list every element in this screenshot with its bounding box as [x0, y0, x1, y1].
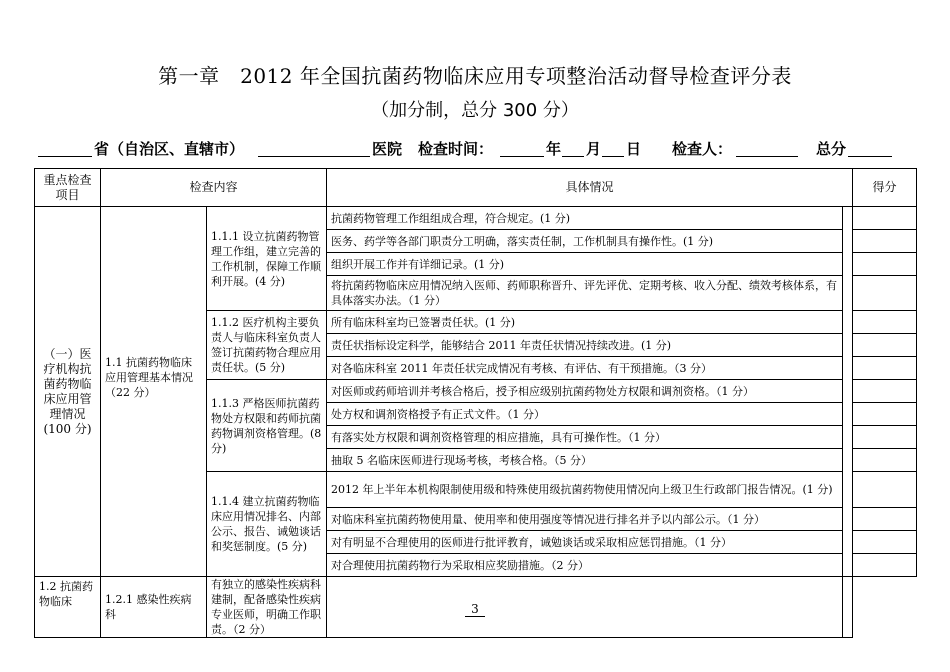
- detail-item: 对合理使用抗菌药物行为采取相应奖励措施。（2 分）: [327, 554, 843, 577]
- detail-item: 抽取 5 名临床医师进行现场考核，考核合格。（5 分）: [327, 449, 843, 472]
- detail-item: 责任状指标设定科学，能够结合 2011 年责任状情况持续改进。(1 分): [327, 334, 843, 357]
- province-blank[interactable]: [38, 156, 92, 157]
- score-cell[interactable]: [853, 508, 917, 531]
- score-cell[interactable]: [853, 449, 917, 472]
- score-cell[interactable]: [853, 207, 917, 230]
- day-blank[interactable]: [602, 156, 624, 157]
- header-score: 得分: [853, 169, 917, 207]
- month-label: 月: [586, 140, 602, 158]
- detail-item: 2012 年上半年本机构限制使用级和特殊使用级抗菌药物使用情况向上级卫生行政部门报告情况。(1 分): [327, 472, 843, 508]
- province-label: 省（自治区、直辖市）: [94, 140, 245, 158]
- total-label: 总分: [816, 140, 847, 158]
- detail-item: 有独立的感染性疾病科建制，配备感染性疾病专业医师，明确工作职责。（2 分）: [207, 577, 327, 638]
- check-time-label: 检查时间：: [418, 140, 494, 158]
- day-label: 日: [626, 140, 642, 158]
- detail-item: 所有临床科室均已签署责任状。(1 分): [327, 311, 843, 334]
- month-blank[interactable]: [562, 156, 584, 157]
- header-key-item: 重点检查项目: [35, 169, 101, 207]
- page-number: [0, 602, 950, 616]
- score-cell[interactable]: [853, 230, 917, 253]
- score-cell[interactable]: [853, 554, 917, 577]
- score-cell[interactable]: [853, 472, 917, 508]
- detail-item: 对有明显不合理使用的医师进行批评教育，诫勉谈话或采取相应惩罚措施。（1 分）: [327, 531, 843, 554]
- score-table: [34, 168, 917, 638]
- score-cell[interactable]: [853, 531, 917, 554]
- subsection-label-2: 1.2 抗菌药物临床: [35, 577, 101, 638]
- detail-item: 组织开展工作并有详细记录。(1 分): [327, 253, 843, 276]
- score-cell[interactable]: [853, 276, 917, 311]
- group-label: 1.1.4 建立抗菌药物临床应用情况排名、内部公示、报告、诫勉谈话和奖惩制度。(5 分): [207, 472, 327, 577]
- subsection-label: 1.1 抗菌药物临床应用管理基本情况（22 分）: [101, 207, 207, 577]
- detail-item: 将抗菌药物临床应用情况纳入医师、药师职称晋升、评先评优、定期考核、收入分配、绩效考核体系，有具体落实办法。（1 分）: [327, 276, 843, 311]
- score-cell[interactable]: [853, 403, 917, 426]
- detail-item: 对医师或药师培训并考核合格后，授予相应级别抗菌药物处方权限和调剂资格。（1 分）: [327, 380, 843, 403]
- group-label: 1.1.1 设立抗菌药物管理工作组，建立完善的工作机制，保障工作顺利开展。(4 分): [207, 207, 327, 311]
- page-title: 第一章 2012 年全国抗菌药物临床应用专项整治活动督导检查评分表: [158, 64, 792, 88]
- group-label: 1.1.3 严格医师抗菌药物处方权限和药师抗菌药物调剂资格管理。(8 分): [207, 380, 327, 472]
- table-row: [35, 207, 917, 230]
- header-content: 检查内容: [101, 169, 327, 207]
- table-header-row: [35, 169, 917, 207]
- hospital-label: 医院: [372, 140, 403, 158]
- inspector-blank[interactable]: [736, 156, 798, 157]
- detail-item: 有落实处方权限和调剂资格管理的相应措施，具有可操作性。（1 分）: [327, 426, 843, 449]
- score-cell[interactable]: [853, 380, 917, 403]
- detail-item: 对各临床科室 2011 年责任状完成情况有考核、有评估、有干预措施。（3 分）: [327, 357, 843, 380]
- detail-item: 处方权和调剂资格授予有正式文件。（1 分）: [327, 403, 843, 426]
- score-cell[interactable]: [853, 357, 917, 380]
- info-line: [0, 132, 950, 162]
- detail-item: 抗菌药物管理工作组组成合理，符合规定。(1 分): [327, 207, 843, 230]
- score-cell[interactable]: [853, 334, 917, 357]
- score-cell[interactable]: [853, 426, 917, 449]
- detail-item: 对临床科室抗菌药物使用量、使用率和使用强度等情况进行排名并予以内部公示。（1 分）: [327, 508, 843, 531]
- score-gap: [843, 207, 853, 577]
- section-label: （一）医疗机构抗菌药物临床应用管理情况(100 分): [35, 207, 101, 577]
- detail-item: 医务、药学等各部门职责分工明确，落实责任制，工作机制具有操作性。(1 分): [327, 230, 843, 253]
- score-cell[interactable]: [853, 253, 917, 276]
- inspector-label: 检查人：: [672, 140, 733, 158]
- page-number-text: 3: [465, 602, 485, 617]
- header-details: 具体情况: [327, 169, 853, 207]
- page-subtitle: （加分制，总分 300 分）: [371, 100, 579, 121]
- year-label: 年: [546, 140, 562, 158]
- total-blank[interactable]: [848, 156, 892, 157]
- group-label: 1.1.2 医疗机构主要负责人与临床科室负责人签订抗菌药物合理应用责任状。(5 分): [207, 311, 327, 380]
- hospital-blank[interactable]: [258, 156, 370, 157]
- year-blank[interactable]: [500, 156, 544, 157]
- group-label: 1.2.1 感染性疾病科: [101, 577, 207, 638]
- score-cell[interactable]: [853, 311, 917, 334]
